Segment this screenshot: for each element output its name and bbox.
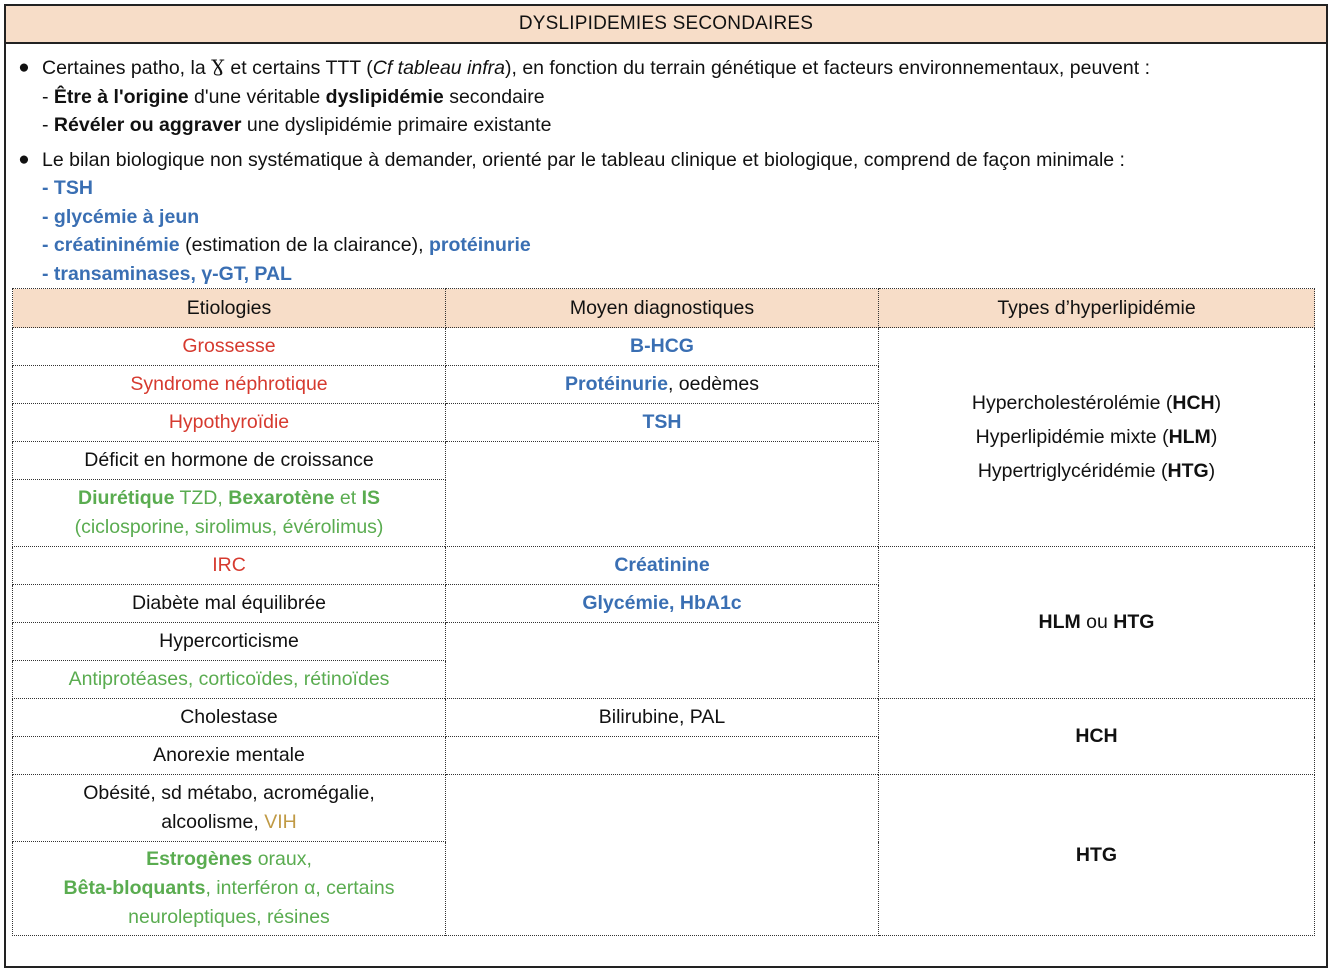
header-diagnostic: Moyen diagnostiques [446, 289, 879, 328]
page-title [6, 6, 1326, 44]
title-text: DYSLIPIDEMIES SECONDAIRES [518, 13, 814, 34]
bullet-dot-icon: ● [18, 57, 30, 78]
bullet-dot-icon: ● [18, 148, 30, 170]
sub-item-reveal: - Révéler ou aggraver une dyslipidémie primaire existante [42, 114, 552, 136]
etiology-cell: Cholestase [13, 699, 446, 737]
diag-cell: Bilirubine, PAL [446, 699, 879, 737]
diag-cell: Protéinurie, oedèmes [446, 366, 879, 404]
diag-cell: TSH [446, 404, 879, 442]
etiology-cell: Grossesse [13, 328, 446, 366]
etiology-table [12, 288, 1315, 936]
sub-item-origin: - Être à l'origine d'une véritable dyslipidémie secondaire [42, 85, 545, 108]
etiology-cell: Estrogènes oraux, Bêta-bloquants, interféron α, certains neuroleptiques, résines [13, 842, 446, 936]
etiology-cell: Syndrome néphrotique [13, 366, 446, 404]
diag-cell: Créatinine [446, 547, 879, 585]
etiology-cell: Obésité, sd métabo, acromégalie, alcoolisme, VIH [13, 775, 446, 842]
etiology-cell: Diabète mal équilibrée [13, 585, 446, 623]
bullet-2 [6, 146, 1326, 175]
etiology-cell: Hypercorticisme [13, 623, 446, 661]
etiology-cell: Anorexie mentale [13, 737, 446, 775]
intro-section [6, 44, 1326, 288]
table-row [13, 699, 1315, 737]
types-cell-group-4: HTG [879, 775, 1315, 936]
etiology-cell: IRC [13, 547, 446, 585]
table-row [13, 328, 1315, 366]
etiology-cell: Hypothyroïdie [13, 404, 446, 442]
diag-cell-empty [446, 442, 879, 547]
etiology-cell: Diurétique TZD, Bexarotène et IS (ciclosporine, sirolimus, évérolimus) [13, 480, 446, 547]
sub-item-glycemie: - glycémie à jeun [42, 205, 200, 228]
header-etiologies: Etiologies [13, 289, 446, 328]
diag-cell-empty [446, 775, 879, 936]
bullet-1-text: Certaines patho, la Ɣ et certains TTT (Cf tableau infra), en fonction du terrain génétique et facteurs environnementaux, peuvent : [42, 56, 1150, 79]
bullet-2-text: Le bilan biologique non systématique à demander, orienté par le tableau clinique et biologique, comprend de façon minimale : [42, 148, 1125, 171]
table-row [13, 547, 1315, 585]
diag-cell: B-HCG [446, 328, 879, 366]
etiology-cell: Antiprotéases, corticoïdes, rétinoïdes [13, 661, 446, 699]
sub-item-tsh: - TSH [42, 177, 93, 199]
header-types: Types d’hyperlipidémie [879, 289, 1315, 328]
table-header-row [13, 289, 1315, 328]
diag-cell: Glycémie, HbA1c [446, 585, 879, 623]
types-cell-group-2: HLM ou HTG [879, 547, 1315, 699]
etiology-cell: Déficit en hormone de croissance [13, 442, 446, 480]
types-cell-group-1: Hypercholestérolémie (HCH) Hyperlipidémie mixte (HLM) Hypertriglycéridémie (HTG) [879, 328, 1315, 547]
bullet-1 [6, 54, 1326, 83]
sub-item-transaminases: - transaminases, γ-GT, PAL [42, 262, 292, 285]
gamma-symbol: Ɣ [211, 56, 225, 79]
diag-cell-empty [446, 737, 879, 775]
diag-cell-empty [446, 623, 879, 699]
types-cell-group-3: HCH [879, 699, 1315, 775]
sub-item-creatininemie: - créatininémie (estimation de la clairance), protéinurie [42, 234, 531, 256]
table-row [13, 775, 1315, 842]
